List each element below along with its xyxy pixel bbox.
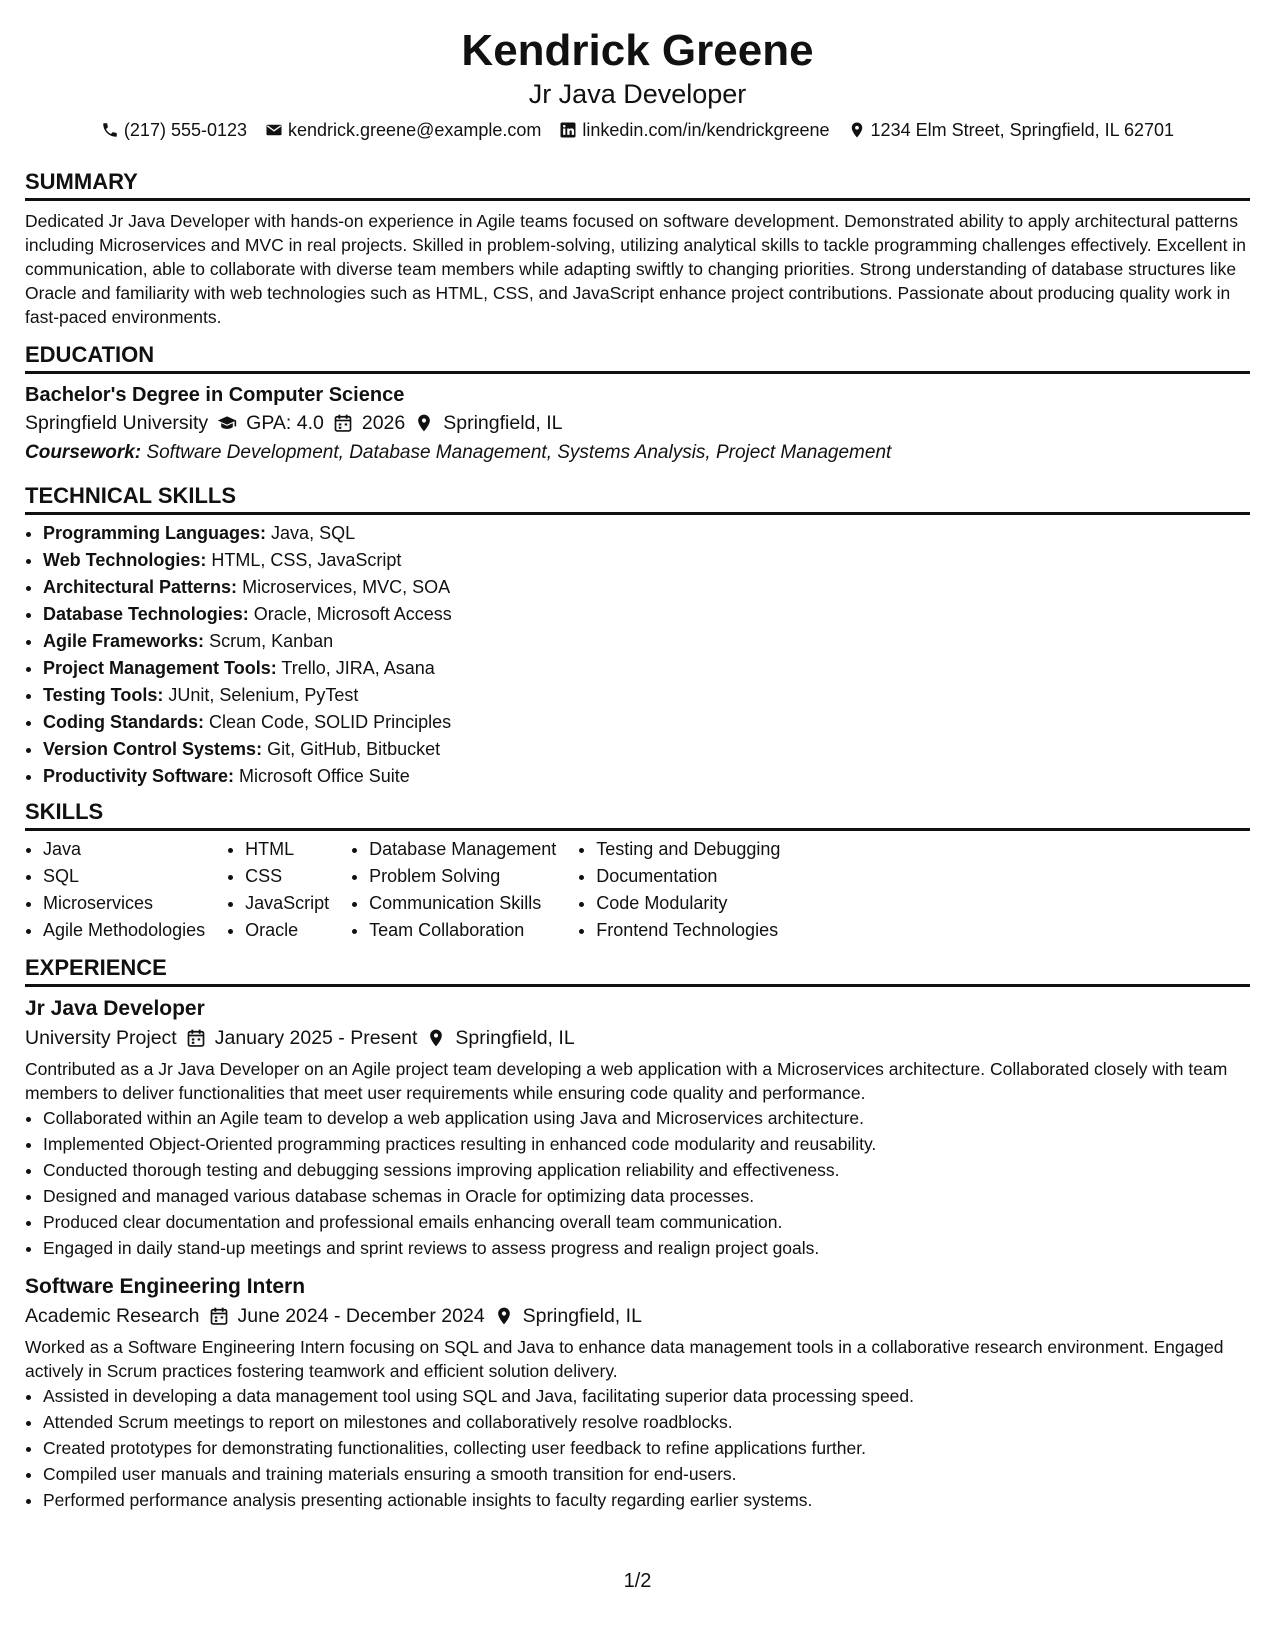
resume-page xyxy=(25,20,1250,1513)
education-section xyxy=(25,341,1250,468)
skills-column-2 xyxy=(227,836,329,944)
job-meta xyxy=(25,1301,1250,1331)
list-item: • Java xyxy=(43,836,205,863)
list-item: • Frontend Technologies xyxy=(596,917,780,944)
list-item: • JavaScript xyxy=(245,890,329,917)
job-location: Springfield, IL xyxy=(522,1305,642,1327)
job-description: Contributed as a Jr Java Developer on an Agile project team developing a web application with a Microservices architecture. Collaborated closely with team members to deliver functionalities that meet user requirements while ensuring code quality and performance. xyxy=(25,1059,1228,1103)
list-item: • Testing and Debugging xyxy=(596,836,780,863)
technical-skills-section xyxy=(25,482,1250,790)
skill-category-label: Programming Languages: xyxy=(43,523,267,543)
degree-title: Bachelor's Degree in Computer Science xyxy=(25,384,405,406)
section-heading-summary: SUMMARY xyxy=(25,168,1250,201)
candidate-name: Kendrick Greene xyxy=(461,26,814,75)
skill-category-label: Project Management Tools: xyxy=(43,658,277,678)
skill-category-label: Architectural Patterns: xyxy=(43,577,238,597)
list-item xyxy=(43,709,1250,736)
contact-phone xyxy=(101,118,247,142)
summary-section xyxy=(25,168,1250,329)
section-heading-skills: SKILLS xyxy=(25,798,1250,831)
contact-linkedin[interactable] xyxy=(559,118,829,142)
list-item: • Code Modularity xyxy=(596,890,780,917)
contact-address xyxy=(848,118,1175,142)
list-item: • Documentation xyxy=(596,863,780,890)
section-heading-technical-skills: TECHNICAL SKILLS xyxy=(25,482,1250,515)
calendar-icon xyxy=(209,1306,229,1326)
education-meta xyxy=(25,408,1250,438)
skills-column-1 xyxy=(25,836,205,944)
list-item: • Implemented Object-Oriented programming practices resulting in enhanced code modularity and reusability. xyxy=(43,1131,1250,1157)
email-link[interactable]: kendrick.greene@example.com xyxy=(288,120,542,140)
list-item xyxy=(43,763,1250,790)
job-meta xyxy=(25,1023,1250,1053)
skill-category-label: Web Technologies: xyxy=(43,550,207,570)
list-item xyxy=(43,601,1250,628)
calendar-icon xyxy=(333,413,353,433)
job-dates: January 2025 - Present xyxy=(214,1027,418,1049)
skill-category-value: Trello, JIRA, Asana xyxy=(281,658,435,678)
list-item: • Oracle xyxy=(245,917,329,944)
section-heading-education: EDUCATION xyxy=(25,341,1250,374)
list-item xyxy=(43,736,1250,763)
list-item xyxy=(43,628,1250,655)
list-item xyxy=(43,574,1250,601)
contact-email[interactable] xyxy=(265,118,541,142)
list-item: • Assisted in developing a data management tool using SQL and Java, facilitating superior data processing speed. xyxy=(43,1383,1250,1409)
list-item xyxy=(43,655,1250,682)
map-pin-icon xyxy=(494,1306,514,1326)
skill-category-label: Version Control Systems: xyxy=(43,739,263,759)
coursework-label: Coursework: xyxy=(25,442,142,463)
list-item: • Designed and managed various database schemas in Oracle for optimizing data processes. xyxy=(43,1183,1250,1209)
skill-category-label: Productivity Software: xyxy=(43,766,235,786)
skill-category-value: Scrum, Kanban xyxy=(209,631,334,651)
skill-category-value: Oracle, Microsoft Access xyxy=(253,604,452,624)
coursework-line xyxy=(25,438,1250,468)
linkedin-icon xyxy=(559,121,577,139)
map-pin-icon xyxy=(426,1028,446,1048)
skill-category-value: HTML, CSS, JavaScript xyxy=(211,550,402,570)
list-item: • Performed performance analysis presenting actionable insights to faculty regarding earlier systems. xyxy=(43,1487,1250,1513)
list-item: • Agile Methodologies xyxy=(43,917,205,944)
skills-section xyxy=(25,798,1250,944)
skills-grid xyxy=(25,836,1250,944)
coursework-text: Software Development, Database Management, Systems Analysis, Project Management xyxy=(146,442,892,463)
calendar-icon xyxy=(186,1028,206,1048)
skill-category-value: Microservices, MVC, SOA xyxy=(242,577,451,597)
skill-category-value: Microsoft Office Suite xyxy=(239,766,410,786)
list-item xyxy=(43,547,1250,574)
list-item: • Collaborated within an Agile team to develop a web application using Java and Microservices architecture. xyxy=(43,1105,1250,1131)
graduation-cap-icon xyxy=(217,413,237,433)
list-item xyxy=(43,520,1250,547)
job-bullets xyxy=(25,1383,1250,1513)
resume-header xyxy=(25,24,1250,142)
job-location: Springfield, IL xyxy=(455,1027,575,1049)
skill-category-value: Clean Code, SOLID Principles xyxy=(209,712,452,732)
job-description: Worked as a Software Engineering Intern focusing on SQL and Java to enhance data management tools in a collaborative research environment. Engaged actively in Scrum practices fostering teamwork and efficient solution delivery. xyxy=(25,1337,1224,1381)
contact-row xyxy=(25,118,1250,142)
list-item: • Engaged in daily stand-up meetings and sprint reviews to assess progress and realign project goals. xyxy=(43,1235,1250,1261)
education-location: Springfield, IL xyxy=(443,412,563,434)
job-entry xyxy=(25,1273,1250,1513)
list-item: • Team Collaboration xyxy=(369,917,556,944)
list-item: • Compiled user manuals and training materials ensuring a smooth transition for end-users. xyxy=(43,1461,1250,1487)
job-dates: June 2024 - December 2024 xyxy=(237,1305,485,1327)
list-item: • Database Management xyxy=(369,836,556,863)
linkedin-link[interactable]: linkedin.com/in/kendrickgreene xyxy=(582,120,830,140)
job-entry xyxy=(25,995,1250,1261)
phone-icon xyxy=(101,121,119,139)
section-heading-experience: EXPERIENCE xyxy=(25,954,1250,987)
skill-category-label: Database Technologies: xyxy=(43,604,249,624)
job-organization: Academic Research xyxy=(25,1305,200,1327)
skills-column-4 xyxy=(578,836,780,944)
map-pin-icon xyxy=(414,413,434,433)
phone-text: (217) 555-0123 xyxy=(123,120,248,140)
envelope-icon xyxy=(265,121,283,139)
list-item: • Attended Scrum meetings to report on milestones and collaboratively resolve roadblocks. xyxy=(43,1409,1250,1435)
skill-category-label: Agile Frameworks: xyxy=(43,631,205,651)
list-item: • Microservices xyxy=(43,890,205,917)
list-item: • CSS xyxy=(245,863,329,890)
graduation-year: 2026 xyxy=(361,412,406,434)
list-item: • Communication Skills xyxy=(369,890,556,917)
gpa-text: GPA: 4.0 xyxy=(246,412,324,434)
list-item: • Conducted thorough testing and debugging sessions improving application reliability and effectiveness. xyxy=(43,1157,1250,1183)
list-item: • Produced clear documentation and professional emails enhancing overall team communication. xyxy=(43,1209,1250,1235)
skill-category-label: Testing Tools: xyxy=(43,685,164,705)
list-item: • Created prototypes for demonstrating functionalities, collecting user feedback to refine applications further. xyxy=(43,1435,1250,1461)
list-item xyxy=(43,682,1250,709)
page-number: 1/2 xyxy=(623,1570,652,1592)
skill-category-value: JUnit, Selenium, PyTest xyxy=(168,685,359,705)
skill-category-value: Git, GitHub, Bitbucket xyxy=(267,739,441,759)
skill-category-label: Coding Standards: xyxy=(43,712,204,732)
experience-section xyxy=(25,954,1250,1513)
technical-skills-list xyxy=(25,520,1250,790)
list-item: • HTML xyxy=(245,836,329,863)
address-text: 1234 Elm Street, Springfield, IL 62701 xyxy=(870,120,1175,140)
school-name: Springfield University xyxy=(25,412,209,434)
job-title: Software Engineering Intern xyxy=(25,1275,306,1298)
skill-category-value: Java, SQL xyxy=(271,523,356,543)
list-item: • Problem Solving xyxy=(369,863,556,890)
candidate-title: Jr Java Developer xyxy=(528,79,747,109)
skills-column-3 xyxy=(351,836,556,944)
job-title: Jr Java Developer xyxy=(25,997,205,1020)
job-organization: University Project xyxy=(25,1027,177,1049)
summary-text: Dedicated Jr Java Developer with hands-on experience in Agile teams focused on software development. Demonstrated ability to apply architectural patterns including Microservices and MVC in real projects. Skilled in problem-solving, utilizing analytical skills to tackle programming challenges effectively. Excellent in communication, able to collaborate with diverse team members while adapting swiftly to changing priorities. Strong understanding of database structures like Oracle and familiarity with web technologies such as HTML, CSS, and JavaScript enhance project contributions. Passionate about producing quality work in fast-paced environments. xyxy=(25,211,1246,327)
map-pin-icon xyxy=(848,121,866,139)
job-bullets xyxy=(25,1105,1250,1261)
list-item: • SQL xyxy=(43,863,205,890)
